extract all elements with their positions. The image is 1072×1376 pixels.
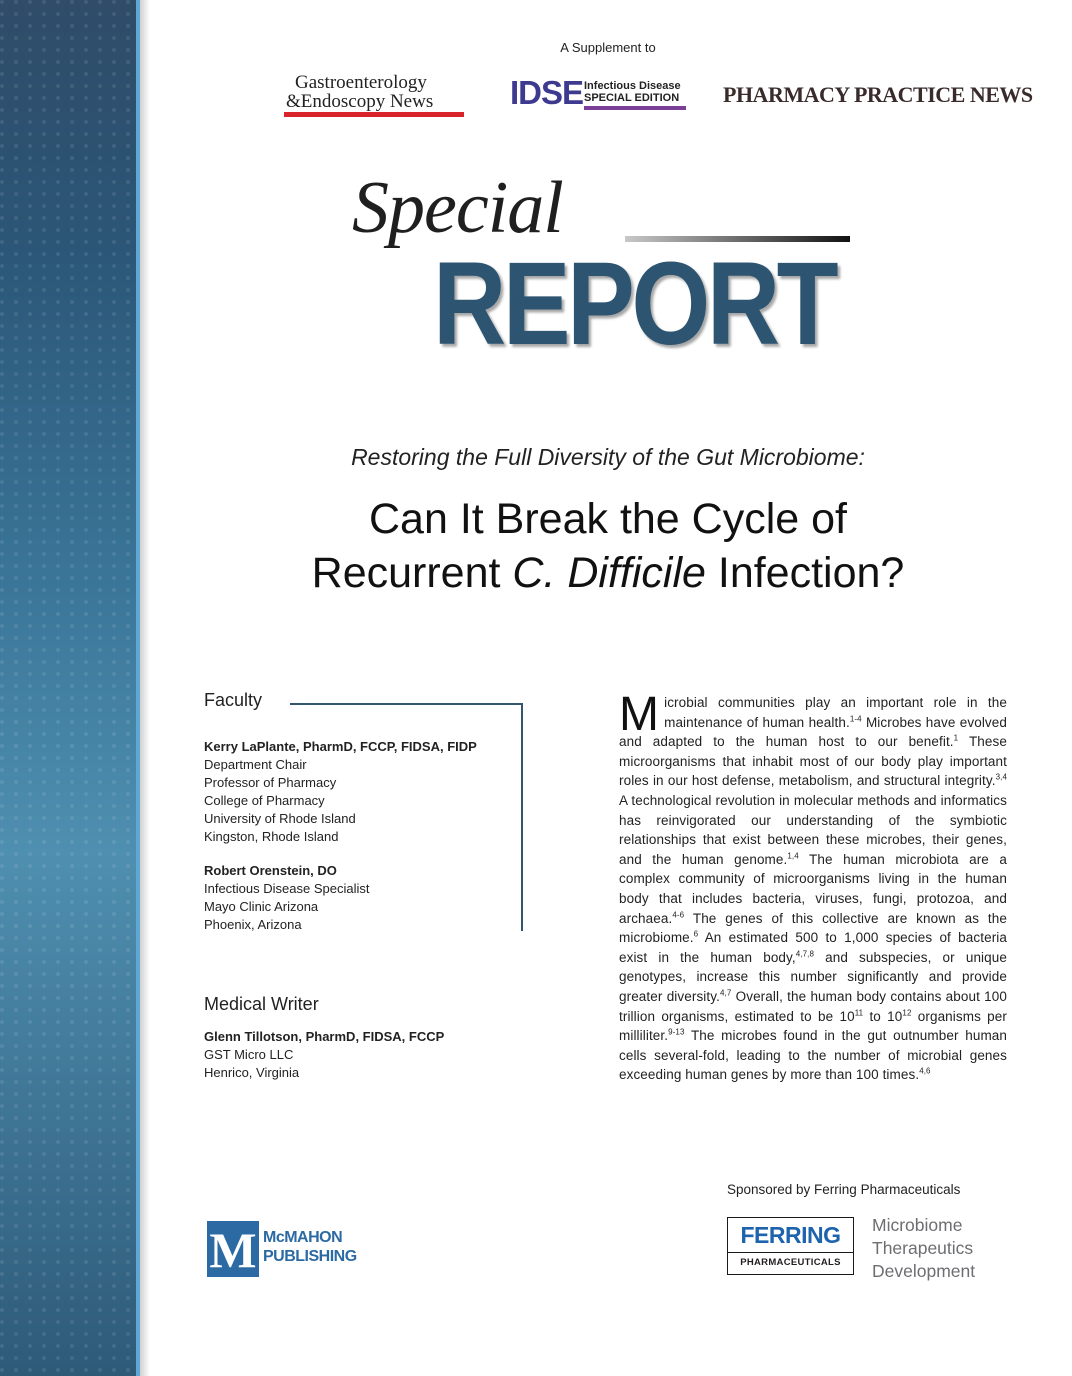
faculty-rule-vertical bbox=[521, 703, 523, 931]
masthead-report: REPORT bbox=[433, 238, 836, 370]
idse-sub-line1: Infectious Disease bbox=[584, 80, 681, 92]
mcmahon-line1: McMAHON bbox=[263, 1229, 343, 1246]
title-line-2 bbox=[0, 546, 1072, 600]
faculty-line: Professor of Pharmacy bbox=[204, 775, 337, 790]
mtd-line: Therapeutics bbox=[872, 1238, 974, 1258]
faculty-line: Mayo Clinic Arizona bbox=[204, 899, 319, 914]
writer-name: Glenn Tillotson, PharmD, FIDSA, FCCP bbox=[204, 1029, 445, 1044]
title-line-2-pre: Recurrent bbox=[311, 549, 513, 597]
faculty-heading: Faculty bbox=[204, 690, 263, 710]
faculty-line: Department Chair bbox=[204, 757, 307, 772]
title-line-2-italic: C. Difficile bbox=[512, 549, 706, 597]
faculty-rule bbox=[290, 703, 522, 705]
idse-logo-bar bbox=[584, 106, 686, 110]
medical-writer-heading: Medical Writer bbox=[204, 994, 319, 1014]
faculty-line: Infectious Disease Specialist bbox=[204, 881, 370, 896]
mcmahon-logo-letter: M bbox=[209, 1222, 257, 1278]
mtd-line: Development bbox=[872, 1261, 976, 1281]
decorative-sidebar bbox=[0, 0, 140, 1376]
mtd-line: Microbiome bbox=[872, 1215, 963, 1235]
faculty-name: Robert Orenstein, DO bbox=[204, 863, 337, 878]
faculty-member bbox=[204, 738, 477, 846]
article-body bbox=[619, 688, 1007, 1085]
article-subtitle: Restoring the Full Diversity of the Gut Microbiome: bbox=[351, 444, 865, 470]
writer-line: Henrico, Virginia bbox=[204, 1065, 300, 1080]
article-title bbox=[0, 492, 1072, 600]
faculty-line: Kingston, Rhode Island bbox=[204, 829, 339, 844]
faculty-line: College of Pharmacy bbox=[204, 793, 325, 808]
mtd-label bbox=[872, 1214, 975, 1283]
medical-writer bbox=[204, 1028, 444, 1082]
masthead-special: Special bbox=[352, 167, 563, 249]
gen-logo-bar bbox=[284, 112, 464, 117]
faculty-member bbox=[204, 862, 369, 934]
faculty-name: Kerry LaPlante, PharmD, FCCP, FIDSA, FIDP bbox=[204, 739, 477, 754]
idse-logo: IDSE bbox=[510, 74, 584, 111]
sidebar-shadow bbox=[140, 0, 150, 1376]
idse-sub-line2: SPECIAL EDITION bbox=[584, 92, 680, 104]
ferring-logo-top: FERRING bbox=[740, 1222, 841, 1248]
faculty-line: University of Rhode Island bbox=[204, 811, 356, 826]
mcmahon-line2: PUBLISHING bbox=[263, 1248, 357, 1265]
pharmacy-practice-news-logo: PHARMACY PRACTICE NEWS bbox=[723, 82, 1033, 107]
title-line-1: Can It Break the Cycle of bbox=[369, 495, 847, 543]
supplement-label: A Supplement to bbox=[560, 40, 656, 55]
ferring-logo-bottom: PHARMACEUTICALS bbox=[728, 1252, 853, 1272]
writer-line: GST Micro LLC bbox=[204, 1047, 294, 1062]
ferring-logo bbox=[727, 1217, 854, 1275]
body-paragraph: icrobial communities play an important role in the maintenance of human health.$^{1-4}$ Microbes have evolved and adapted to the human host to our benefit.$^1$ These microorganisms that inhabit most of our body play important roles in our host defense, metabolism, and structural integrity.$^{3,4}$ A technological revolution in molecular methods and informatics has reinvigorated our understanding of the symbiotic relationships that exist between these microbes, their genes, and the human genome.$^{1,4}$ The human microbiota are a complex community of microorganisms living in the human body that includes bacteria, viruses, fungi, protozoa, and archaea.$^{4-6}$ The genes of this collective are known as the microbiome.$^6$ An estimated 500 to 1,000 species of bacteria exist in the human body,$^{4,7,8}$ and subspecies, or unique genotypes, increase this number significantly and provide greater diversity.$^{4,7}$ Overall, the human body contains about 100 trillion organisms, estimated to be $10^{11}$ to $10^{12}$ organisms per milliliter.$^{9-13}$ The microbes found in the gut outnumber human cells several-fold, leading to the number of microbial genes exceeding human genes by more than 100 times.$^{4,6}$ bbox=[619, 695, 1007, 1083]
gen-logo-line2: &Endoscopy News bbox=[286, 91, 434, 112]
gen-logo-line1: Gastroenterology bbox=[295, 72, 427, 93]
faculty-line: Phoenix, Arizona bbox=[204, 917, 302, 932]
drop-cap: M bbox=[619, 688, 660, 741]
title-line-2-post: Infection? bbox=[705, 549, 905, 597]
sponsor-line: Sponsored by Ferring Pharmaceuticals bbox=[727, 1182, 961, 1197]
mcmahon-logo-text bbox=[263, 1228, 357, 1266]
idse-logo-subtitle bbox=[584, 80, 681, 104]
